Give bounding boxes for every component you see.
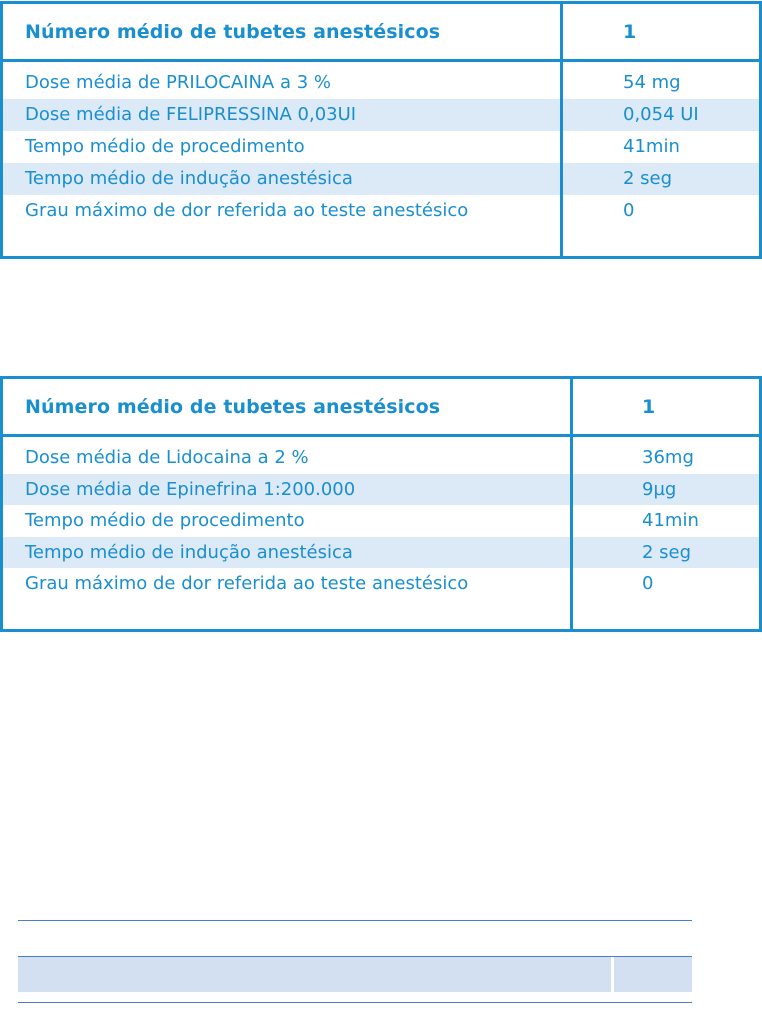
row-label: Dose média de FELIPRESSINA 0,03UI [25, 104, 357, 125]
row-value: 9µg [642, 478, 677, 500]
row-label: Dose média de PRILOCAINA a 3 % [25, 72, 331, 93]
table-shaded-row [18, 956, 692, 992]
table-body [3, 67, 759, 227]
lidocaine-table [0, 376, 762, 632]
row-value: 0,054 UI [623, 104, 699, 125]
header-value: 1 [642, 396, 656, 418]
table-header [3, 4, 759, 62]
header-label: Número médio de tubetes anestésicos [25, 21, 441, 43]
table-row [3, 442, 759, 474]
row-label: Dose média de Epinefrina 1:200.000 [25, 478, 356, 500]
table-bottom-rule [18, 1002, 692, 1003]
row-value: 54 mg [623, 72, 681, 93]
row-value: 2 seg [623, 168, 673, 189]
header-label: Número médio de tubetes anestésicos [25, 396, 441, 418]
row-label: Dose média de Lidocaina a 2 % [25, 447, 309, 468]
table-header [3, 379, 759, 437]
table-row [3, 474, 759, 506]
table-top-rule [18, 920, 692, 921]
row-value: 0 [623, 200, 635, 221]
table-body [3, 442, 759, 600]
row-label: Tempo médio de indução anestésica [25, 541, 353, 563]
row-value: 41min [623, 136, 680, 157]
column-divider [560, 4, 563, 256]
row-value: 2 seg [642, 541, 692, 563]
table-row [3, 568, 759, 600]
header-value: 1 [623, 21, 637, 43]
row-label: Tempo médio de procedimento [25, 136, 305, 157]
row-label: Tempo médio de procedimento [25, 510, 305, 531]
prilocaine-table [0, 1, 762, 259]
table-row [3, 163, 759, 195]
row-value: 36mg [642, 447, 694, 468]
empty-table [18, 920, 692, 1004]
row-value: 0 [642, 573, 654, 594]
table-row [3, 131, 759, 163]
table-row [3, 505, 759, 537]
table-row [3, 537, 759, 569]
row-label: Grau máximo de dor referida ao teste anestésico [25, 200, 469, 221]
column-gap [611, 957, 614, 992]
row-label: Grau máximo de dor referida ao teste anestésico [25, 573, 469, 594]
row-value: 41min [642, 510, 699, 531]
table-row [3, 99, 759, 131]
table-row [3, 67, 759, 99]
table-row [3, 195, 759, 227]
row-label: Tempo médio de indução anestésica [25, 168, 353, 189]
column-divider [570, 379, 573, 629]
